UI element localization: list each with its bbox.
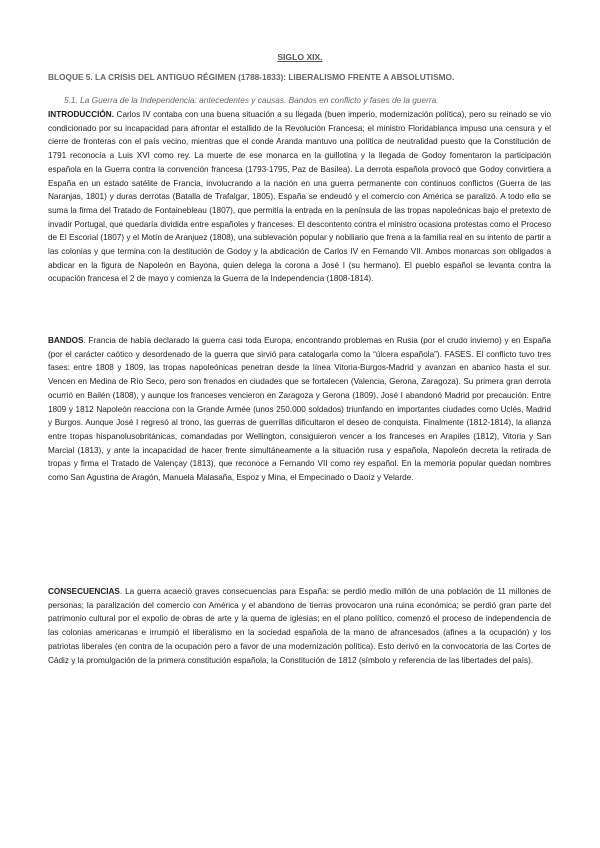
paragraph-heading: CONSECUENCIAS: [48, 587, 120, 596]
paragraph-heading: INTRODUCCIÓN.: [48, 110, 114, 119]
paragraph-consecuencias: [48, 585, 551, 667]
paragraph-heading: BANDOS: [48, 336, 84, 345]
paragraph-text: . Francia de había declarado la guerra casi toda Europa, encontrando problemas en Rusia (por el crudo invierno) y en España (por el carácter caótico y desordenado de la guerra que sirvió para catalogarla como la “úlcera española”). FASES. El conflicto tuvo tres fases: entre 1808 y 1809, las tropas napoleónicas penetran desde la línea Vitoria-Burgos-Madrid y avanzan en abanico hasta el sur. Vencen en Medina de Río Seco, pero son frenados en ciudades que se fortalecen (Valencia, Gerona, Zaragoza). Su primera gran derrota ocurrió en Bailén (1808), y aunque los franceses vencieron en Zaragoza y Gerona (1809), José I abandonó Madrid por precaución. Entre 1809 y 1812 Napoleón reacciona con la Grande Armée (unos 250.000 soldados) triunfando en importantes ciudades como Uclés, Madrid y Burgos. Aunque José I regresó al trono, las guerras de guerrillas dificultaron el deseo de conquista. Finalmente (1812-1814), la alianza entre tropas hispanolusobritánicas, comandadas por Wellington, consiguieron vencer a los franceses en Arapiles (1812), Vitoria y San Marcial (1813), y ante la incapacidad de hacer frente simultáneamente a la situación rusa y española, Napoleón decreta la retirada de tropas y firma el Tratado de Valençay (1813), que reconoce a Fernando VII como rey español. En la memoria popular quedan nombres como San Agustina de Aragón, Manuela Malasaña, Espoz y Mina, el Empecinado o Daoíz y Velarde.: [48, 336, 551, 483]
paragraph-text: . La guerra acaeció graves consecuencias para España: se perdió medio millón de una población de 11 millones de personas; la paralización del comercio con América y el abandono de tierras provocaron una ruina económica; se perdió gran parte del patrimonio cultural por el expolio de obras de arte y la quema de iglesias; en el plano político, comenzó el proceso de independencia de las colonias americanas e irrumpió el liberalismo en la sociedad española de la mano de afrancesados (afines a la ocupación) y los patriotas liberales (en contra de la ocupación pero a favor de una modernización política). Esto derivó en la convocatoria de las Cortes de Cádiz y la promulgación de la primera constitución española, la Constitución de 1812 (símbolo y referencia de las libertades del país).: [48, 587, 551, 665]
section-subtitle: 5.1. La Guerra de la Independencia: antecedentes y causas. Bandos en conflicto y fases de la guerra.: [64, 95, 439, 105]
paragraph-bandos: [48, 334, 551, 485]
paragraph-introduccion: [48, 108, 551, 286]
paragraph-text: Carlos IV contaba con una buena situación a su llegada (buen imperio, modernización política), pero su reinado se vio condicionado por su incapacidad para afrontar el estallido de la Revolución Francesa; el ministro Floridablanca impuso una censura y el cierre de fronteras con el país vecino, mientras que el conde Aranda mantuvo una política de neutralidad puesto que la Constitución de 1791 reconocía a Luis XVI como rey. La muerte de ese monarca en la guillotina y la llegada de Godoy fomentaron la participación española en la Guerra contra la convención francesa (1793-1795, Paz de Basilea). La derrota española provocó que Godoy convirtiera a España en un estado satélite de Francia, involucrando a la nación en una guerra permanente con continuos conflictos (Guerra de las Naranjas, 1801) y duras derrotas (Batalla de Trafalgar, 1805). España se endeudó y el comercio con América se paralizó. A todo ello se suma la firma del Tratado de Fontainebleau (1807), que permitía la entrada en la península de las tropas napoleónicas bajo el pretexto de invadir Portugal, que quedaría dividida entre españoles y franceses. El descontento contra el ministro ocasiona protestas como el Proceso de El Escorial (1807) y el Motín de Aranjuez (1808), una sublevación popular y nobiliario que frena a la familia real en su intento de partir a las colonias y que termina con la destitución de Godoy y la abdicación de Carlos IV en Fernando VII. Ambos monarcas son obligados a abdicar en la figura de Napoleón en Bayona, quien delega la corona a José I (su hermano). El pueblo español se levanta contra la ocupación francesa el 2 de mayo y comienza la Guerra de la Independencia (1808-1814).: [48, 110, 551, 284]
block-title: BLOQUE 5. LA CRISIS DEL ANTIGUO RÉGIMEN (1788-1833): LIBERALISMO FRENTE A ABSOLUTISMO.: [48, 72, 455, 82]
document-title: SIGLO XIX.: [277, 52, 323, 62]
